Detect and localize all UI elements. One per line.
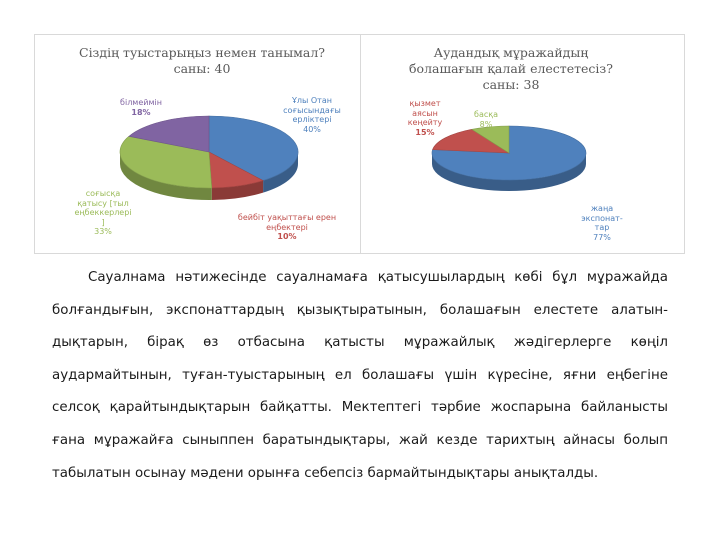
chart2-label-slice-2: басқа 8%	[474, 110, 498, 129]
body-paragraph	[52, 262, 668, 490]
chart2-pie	[432, 126, 586, 191]
chart1-label-slice-1: бейбіт уақыттағы ерен еңбектері 10%	[237, 213, 337, 241]
chart2-title-line1: Аудандық мұражайдың	[433, 45, 589, 60]
chart2-label-slice-0: жаңа экспонат- тар 77%	[581, 204, 623, 242]
chart2-title-line3: саны: 38	[482, 77, 540, 92]
chart1-label-slice-2: соғысқа қатысу [тыл еңбеккерлері ] 33%	[74, 189, 132, 236]
chart2-title	[362, 45, 660, 93]
body-line: ғана мұражайға сыныппен баратындықтары, жай кезде тарихтың айнасы болып	[52, 432, 668, 448]
body-line: Сауалнама нәтижесінде сауалнамаға қатысушылардың көбі бұл мұражайда	[88, 270, 668, 285]
chart1-label-slice-0: Ұлы Отан соғысындағы ерліктері 40%	[283, 96, 341, 134]
chart1-title-line1: Сіздің туыстарыңыз немен танымал?	[79, 45, 325, 60]
body-line: табылатын осынау мәдени орынға себепсіз бармайтындықтары анықталды.	[52, 465, 599, 481]
body-line: селсоқ қарайтындықтарын байқатты. Мектептегі тәрбие жоспарына байланысты	[52, 400, 668, 416]
chart2-label-slice-1: қызмет аясын кеңейту 15%	[407, 99, 443, 137]
chart2-title-line2: болашағын қалай елестетесіз?	[409, 61, 613, 76]
chart1-label-slice-3: білмеймін 18%	[120, 98, 162, 117]
body-line: аудармайтынын, туған-туыстарының ел болашағы үшін күресіне, яғни еңбегіне	[52, 367, 668, 383]
chart1-title-line2: саны: 40	[173, 61, 231, 76]
body-line: болғандығын, экспонаттардың қызықтыратынын, болашағын елестете алатын-	[52, 302, 668, 318]
body-line: дықтарын, бірақ өз отбасына қатысты мұражайлық жәдігерлерге көңіл	[52, 335, 668, 351]
